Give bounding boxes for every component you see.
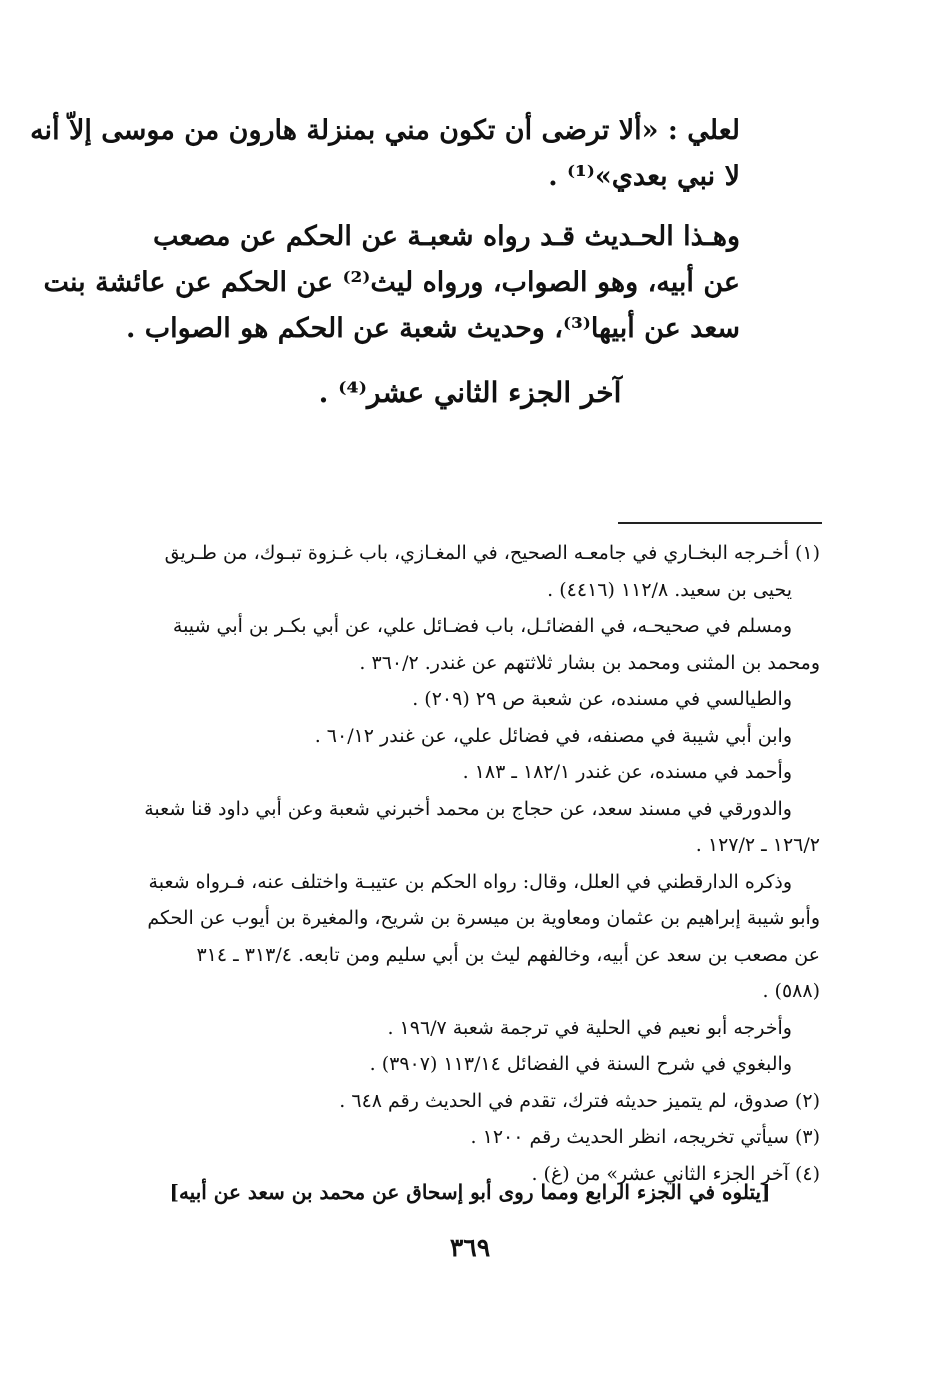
footnote-line: وأخرجه أبو نعيم في الحلية في ترجمة شعبة ١٩٦/٧ . bbox=[387, 1016, 792, 1039]
footnote-line: وابن أبي شيبة في مصنفه، في فضائل علي، عن غندر ٦٠/١٢ . bbox=[314, 724, 792, 747]
part-end-heading: آخر الجزء الثاني عشر⁽⁴⁾ . bbox=[318, 376, 622, 409]
main-text-line: وهـذا الحـديث قـد رواه شعبـة عن الحكم عن مصعب bbox=[153, 221, 740, 252]
footnote-line: عن مصعب بن سعد عن أبيه، وخالفهم ليث بن أبي سليم ومن تابعه. ٣١٣/٤ ـ ٣١٤ bbox=[196, 943, 820, 966]
page-number: ٣٦٩ bbox=[449, 1233, 491, 1262]
footnote-line: ١٢٦/٢ ـ ١٢٧/٢ . bbox=[695, 834, 820, 856]
paragraph-gap bbox=[125, 200, 740, 214]
footnote-line: (٥٨٨) . bbox=[762, 980, 820, 1002]
footnote-line: (٢) صدوق، لم يتميز حديثه فترك، تقدم في الحديث رقم ٦٤٨ . bbox=[339, 1089, 820, 1112]
main-text bbox=[30, 108, 740, 352]
main-text-line: لعلي : «ألا ترضى أن تكون مني بمنزلة هارون من موسى إلاّ أنه bbox=[30, 115, 740, 146]
footnote-line: وأبو شيبة إبراهيم بن عثمان ومعاوية بن ميسرة بن شريح، والمغيرة بن أيوب عن الحكم bbox=[147, 907, 820, 929]
footnote-line: وذكره الدارقطني في العلل، وقال: رواه الحكم بن عتيبـة واختلف عنه، فـرواه شعبة bbox=[148, 870, 792, 893]
footnote-line: والبغوي في شرح السنة في الفضائل ١١٣/١٤ (٣٩٠٧) . bbox=[369, 1053, 792, 1075]
main-text-line: لا نبي بعدي»⁽¹⁾ . bbox=[548, 161, 740, 192]
footnote-divider bbox=[618, 522, 822, 524]
footnote-line: (٤) آخر الجزء الثاني عشر» من (غ) . bbox=[531, 1162, 820, 1185]
main-text-line: سعد عن أبيها⁽³⁾، وحديث شعبة عن الحكم هو الصواب . bbox=[125, 313, 740, 344]
footnotes bbox=[120, 535, 820, 1192]
main-text-line: عن أبيه، وهو الصواب، ورواه ليث⁽²⁾ عن الحكم عن عائشة بنت bbox=[43, 267, 740, 298]
footnote-line: وأحمد في مسنده، عن غندر ١٨٢/١ ـ ١٨٣ . bbox=[462, 761, 792, 783]
footnote-line: ومحمد بن المثنى ومحمد بن بشار ثلاثتهم عن غندر. ٣٦٠/٢ . bbox=[359, 651, 820, 674]
footnote-line: والطيالسي في مسنده، عن شعبة ص ٢٩ (٢٠٩) . bbox=[412, 688, 792, 710]
continuation-note: [يتلوه في الجزء الرابع ومما روى أبو إسحاق عن محمد بن سعد عن أبيه] bbox=[169, 1180, 771, 1204]
footnote-line: (٣) سيأتي تخريجه، انظر الحديث رقم ١٢٠٠ . bbox=[470, 1126, 820, 1148]
footnote-line: ومسلم في صحيحـه، في الفضائـل، باب فضـائل علي، عن أبي بكـر بن أبي شيبة bbox=[172, 615, 792, 637]
footnote-line: والدورقي في مسند سعد، عن حجاج بن محمد أخبرني شعبة وعن أبي داود قنا شعبة bbox=[144, 797, 792, 820]
footnote-line: يحيى بن سعيد. ١١٢/٨ (٤٤١٦) . bbox=[547, 578, 792, 601]
footnote-line: (١) أخـرجه البخـاري في جامعـه الصحيح، في المغـازي، باب غـزوة تبـوك، من طـريق bbox=[164, 542, 820, 564]
